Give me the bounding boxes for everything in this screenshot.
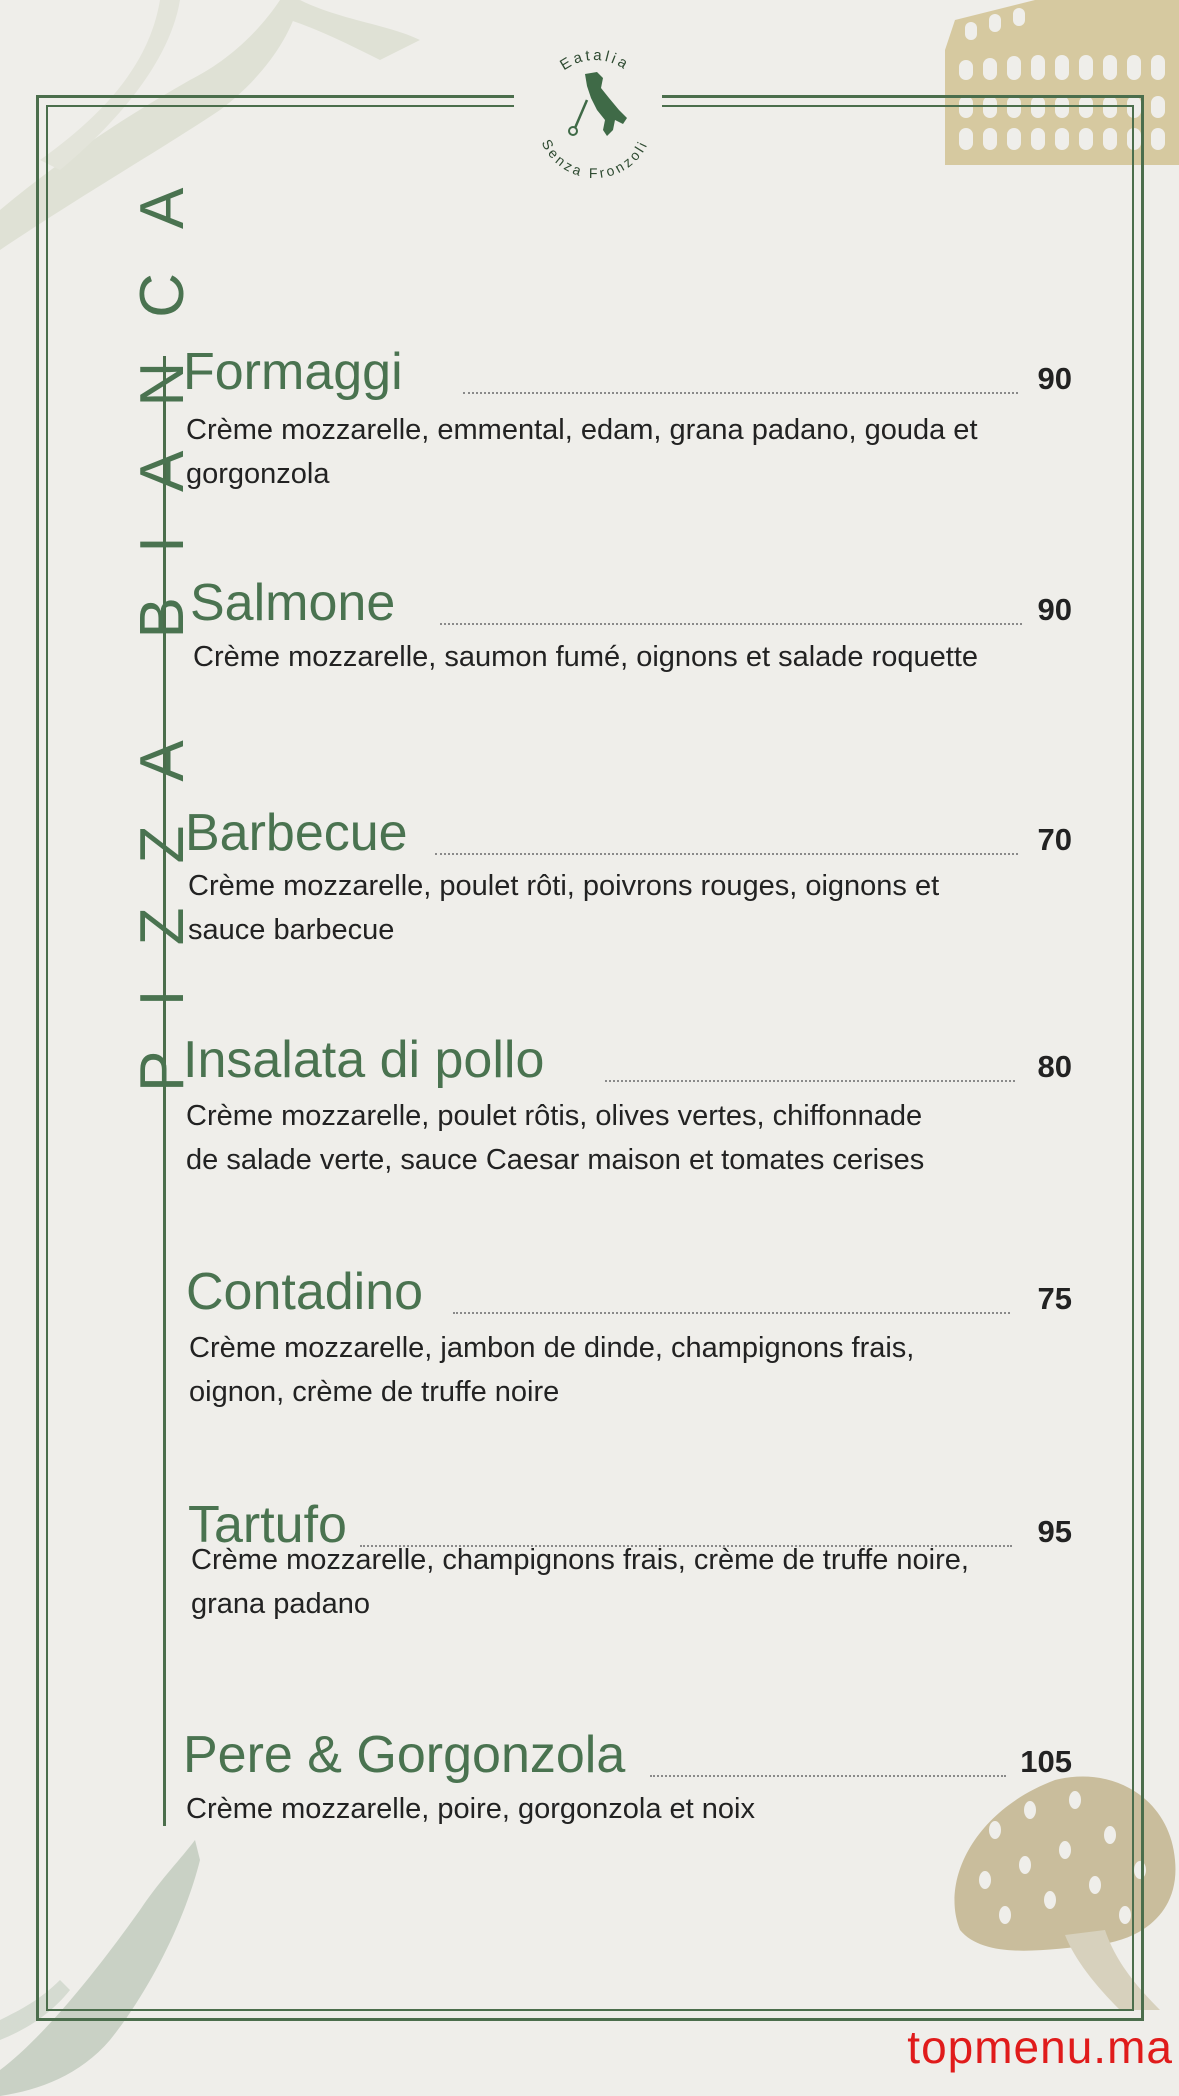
gondola-decoration-icon <box>0 1840 230 2096</box>
menu-item-description-line: gorgonzola <box>186 458 330 490</box>
menu-item-description-line: grana padano <box>191 1588 370 1620</box>
menu-item-description-line: Crème mozzarelle, jambon de dinde, champignons frais, <box>189 1332 915 1364</box>
logo-top-text: Eatalia <box>557 46 634 74</box>
frame-left-inner <box>46 105 48 2011</box>
dot-leader <box>463 392 1018 394</box>
frame-right-inner <box>1132 105 1134 2011</box>
branch-decoration-icon <box>0 0 430 330</box>
menu-item-price: 90 <box>1037 361 1072 396</box>
menu-item-name: Barbecue <box>185 804 408 862</box>
menu-item-name: Contadino <box>186 1263 424 1321</box>
menu-item-description-line: Crème mozzarelle, poulet rôti, poivrons rouges, oignons et <box>188 870 940 902</box>
dot-leader <box>440 623 1022 625</box>
frame-top-left-inner <box>46 105 514 107</box>
dot-leader <box>435 853 1018 855</box>
menu-item-description-line: Crème mozzarelle, emmental, edam, grana padano, gouda et <box>186 414 978 446</box>
menu-item-name: Pere & Gorgonzola <box>183 1726 626 1784</box>
dot-leader <box>453 1312 1010 1314</box>
dot-leader <box>650 1775 1006 1777</box>
menu-item-description-line: sauce barbecue <box>188 914 395 946</box>
watermark: topmenu.ma <box>907 2021 1173 2073</box>
restaurant-logo <box>515 40 675 180</box>
frame-right-outer <box>1141 95 1144 2021</box>
menu-item-price: 80 <box>1037 1049 1072 1084</box>
menu-item-description-line: Crème mozzarelle, champignons frais, crème de truffe noire, <box>191 1544 969 1576</box>
menu-item-description-line: de salade verte, sauce Caesar maison et tomates cerises <box>186 1144 925 1176</box>
frame-left-outer <box>36 95 39 2021</box>
italy-map-icon <box>585 72 627 136</box>
category-title: PIZZA BIANCA <box>128 143 197 1092</box>
menu-item-price: 70 <box>1037 822 1072 857</box>
menu-item-price: 95 <box>1037 1514 1072 1549</box>
frame-top-right-outer <box>662 95 1144 98</box>
menu-item-price: 105 <box>1020 1744 1072 1779</box>
svg-text:Senza Fronzoli <box>539 136 652 180</box>
menu-item-name: Salmone <box>190 574 396 632</box>
menu-item-description-line: oignon, crème de truffe noire <box>189 1376 560 1408</box>
dot-leader <box>605 1080 1015 1082</box>
menu-item-description-line: Crème mozzarelle, saumon fumé, oignons et salade roquette <box>193 641 979 673</box>
frame-bottom-inner <box>46 2009 1134 2011</box>
menu-item-name: Tartufo <box>188 1496 347 1554</box>
menu-item-name: Formaggi <box>183 343 403 401</box>
menu-item-description-line: Crème mozzarelle, poire, gorgonzola et noix <box>186 1793 755 1825</box>
svg-text:Eatalia <box>557 47 633 74</box>
menu-item-price: 90 <box>1037 592 1072 627</box>
menu-item-description-line: Crème mozzarelle, poulet rôtis, olives vertes, chiffonnade <box>186 1100 923 1132</box>
frame-top-left-outer <box>36 95 514 98</box>
menu-item-name: Insalata di pollo <box>183 1031 545 1089</box>
menu-item-price: 75 <box>1037 1281 1072 1316</box>
logo-bottom-text: Senza Fronzoli <box>538 136 652 180</box>
frame-top-right-inner <box>662 105 1134 107</box>
